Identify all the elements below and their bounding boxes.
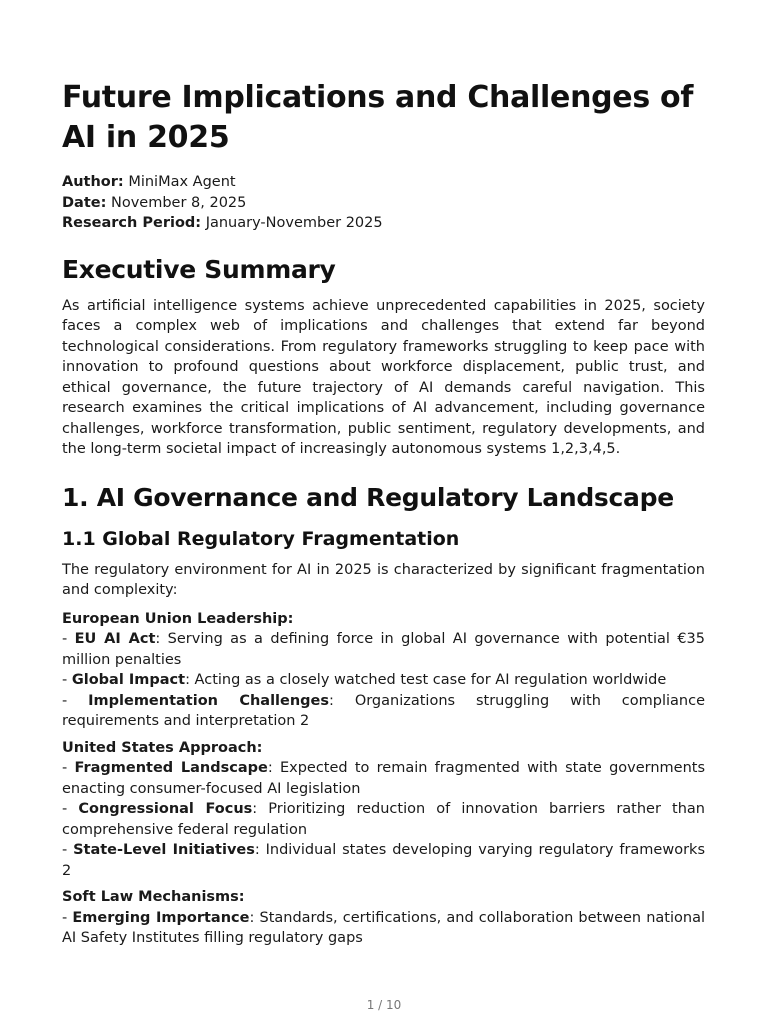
list-item: - Global Impact: Acting as a closely watched test case for AI regulation worldwide (62, 672, 667, 688)
document-page (62, 78, 705, 955)
executive-summary-heading: Executive Summary (62, 254, 336, 284)
group-soft-law (62, 887, 705, 949)
meta-research-period: Research Period: January-November 2025 (62, 215, 383, 231)
executive-summary-text: As artificial intelligence systems achieve unprecedented capabilities in 2025, society faces a complex web of implications and challenges that extend far beyond technological considerations. From regulatory frameworks struggling to keep pace with innovation to profound questions about workforce displacement, public trust, and ethical governance, the future trajectory of AI demands careful navigation. This research examines the critical implications of AI advancement, including governance challenges, workforce transformation, public sentiment, regulatory developments, and the long-term societal impact of increasingly autonomous systems 1,2,3,4,5. (62, 297, 705, 457)
group-eu (62, 609, 705, 732)
section-1-1-heading: 1.1 Global Regulatory Fragmentation (62, 527, 460, 550)
group-us (62, 738, 705, 882)
list-item: - Congressional Focus: Prioritizing reduction of innovation barriers rather than comprehensive federal regulation (62, 801, 705, 838)
meta-author: Author: MiniMax Agent (62, 174, 236, 190)
page-number: 1 / 10 (366, 998, 402, 1012)
section-1-1-intro: The regulatory environment for AI in 2025 is characterized by significant fragmentation and complexity: (62, 561, 705, 598)
group-heading: Soft Law Mechanisms: (62, 889, 245, 905)
document-meta (62, 172, 705, 234)
section-1-heading: 1. AI Governance and Regulatory Landscape (62, 482, 674, 512)
list-item: - EU AI Act: Serving as a defining force in global AI governance with potential €35 million penalties (62, 631, 705, 668)
document-title: Future Implications and Challenges of AI in 2025 (62, 80, 694, 155)
list-item: - Fragmented Landscape: Expected to remain fragmented with state governments enacting consumer-focused AI legislation (62, 760, 706, 797)
list-item: - State-Level Initiatives: Individual states developing varying regulatory frameworks 2 (62, 842, 705, 879)
list-item: - Emerging Importance: Standards, certifications, and collaboration between national AI Safety Institutes filling regulatory gaps (62, 909, 705, 946)
group-heading: European Union Leadership: (62, 610, 294, 627)
list-item: - Implementation Challenges: Organizations struggling with compliance requirements and interpretation 2 (62, 692, 705, 729)
meta-date: Date: November 8, 2025 (62, 194, 247, 211)
group-heading: United States Approach: (62, 739, 263, 756)
